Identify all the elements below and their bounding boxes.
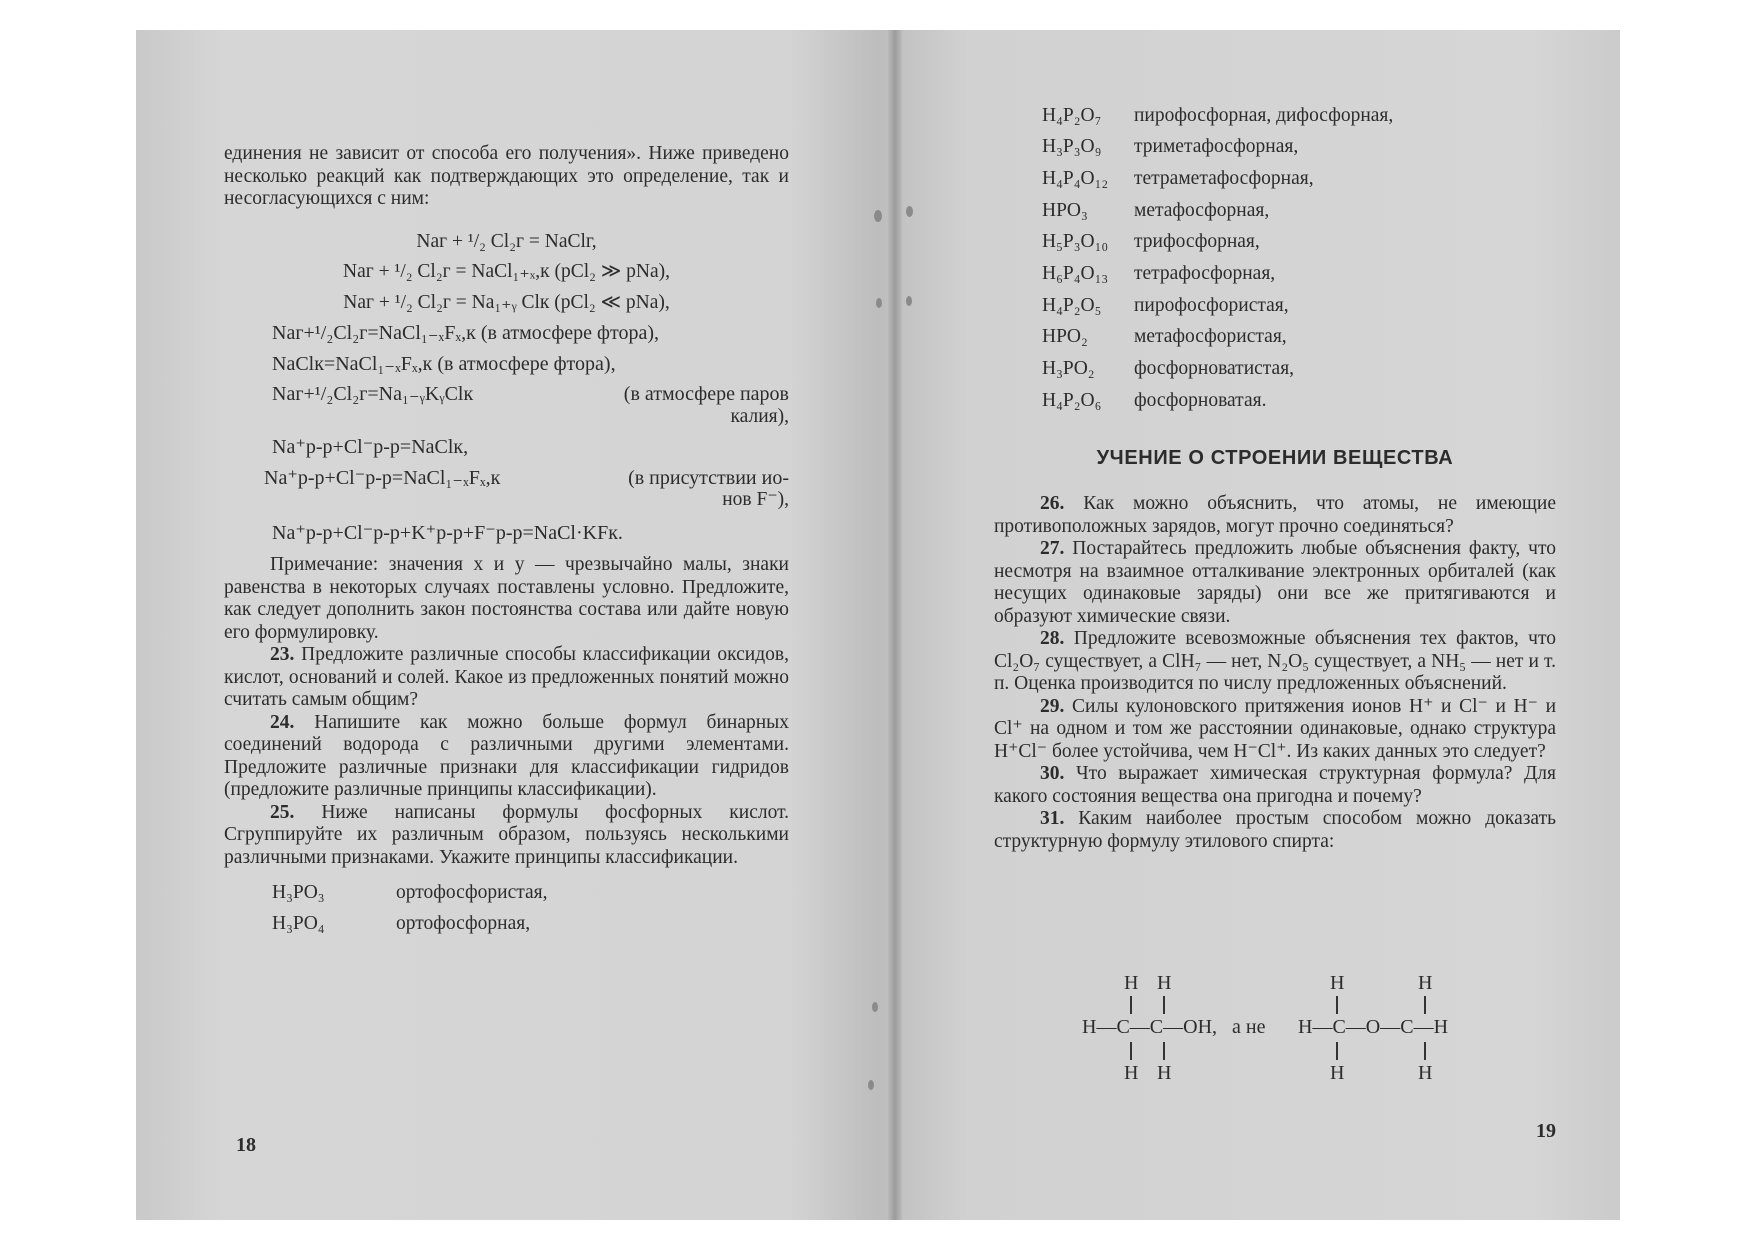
hydrogen-atom: H bbox=[1418, 972, 1433, 994]
left-page bbox=[224, 143, 789, 940]
list-item bbox=[224, 877, 789, 909]
acid-formula: HPO₃ bbox=[1042, 199, 1088, 221]
question-25 bbox=[224, 802, 789, 870]
hydrogen-atom: H bbox=[1124, 972, 1139, 994]
question-number: 26. bbox=[1040, 493, 1065, 515]
acid-formula: H₃PO₄ bbox=[272, 913, 325, 935]
hydrogen-atom: H bbox=[1330, 972, 1345, 994]
binding-hole bbox=[872, 1002, 878, 1012]
hydrogen-atom: H bbox=[1124, 1062, 1139, 1084]
hydrogen-atom: H bbox=[1157, 1062, 1172, 1084]
question-number: 28. bbox=[1040, 628, 1065, 650]
question-31 bbox=[994, 808, 1556, 853]
acid-name: фосфорноватистая, bbox=[1134, 358, 1295, 380]
equation-6-note: (в атмосфере паров bbox=[623, 383, 789, 405]
ether-formula: H—C—O—C—H bbox=[1298, 1016, 1449, 1038]
question-29 bbox=[994, 696, 1556, 764]
list-item bbox=[224, 909, 789, 941]
question-number: 24. bbox=[270, 711, 295, 733]
question-text: Ниже написаны формулы фосфорных кислот. Сгруппируйте их различным образом, пользуясь несколькими различными признаками. Укажите принципы классификации. bbox=[224, 801, 790, 868]
question-text: Напишите как можно больше формул бинарных соединений водорода с различными другими элементами. Предложите различные признаки для классификации гидридов (предложите различные принципы классификации). bbox=[224, 711, 790, 800]
acid-list-right bbox=[1042, 100, 1556, 417]
acid-formula: H₄P₂O₅ bbox=[1042, 294, 1102, 316]
acid-name: пирофосфористая, bbox=[1134, 294, 1289, 316]
question-text: Предложите различные способы классификации оксидов, кислот, оснований и солей. Какое из предложенных понятий можно считать самым общим? bbox=[224, 644, 789, 710]
bond-line bbox=[1130, 1042, 1132, 1060]
acid-name: ортофосфористая, bbox=[396, 881, 548, 903]
question-30 bbox=[994, 763, 1556, 808]
question-text: Что выражает химическая структурная формула? Для какого состояния вещества она пригодна и почему? bbox=[994, 763, 1556, 807]
question-26 bbox=[994, 493, 1556, 538]
acid-list-left bbox=[224, 877, 789, 940]
equation-6-cont: калия), bbox=[730, 405, 789, 427]
ethanol-formula: H—C—C—OH, bbox=[1082, 1016, 1218, 1038]
question-28 bbox=[994, 628, 1556, 696]
bond-line bbox=[1163, 1042, 1165, 1060]
acid-name: тетраметафосфорная, bbox=[1134, 167, 1314, 189]
acid-name: тетрафосфорная, bbox=[1134, 263, 1276, 285]
equation-7: Na⁺р-р+Cl⁻р-р=NaClк, bbox=[272, 436, 469, 458]
acid-name: трифосфорная, bbox=[1134, 231, 1260, 253]
question-27 bbox=[994, 538, 1556, 628]
acid-formula: H₅P₃O₁₀ bbox=[1042, 231, 1109, 253]
question-number: 29. bbox=[1040, 695, 1065, 717]
list-item bbox=[1042, 258, 1556, 290]
acid-formula: H₄P₂O₆ bbox=[1042, 389, 1102, 411]
equation-8 bbox=[224, 467, 789, 490]
list-item bbox=[1042, 100, 1556, 132]
equation-8-formula: Na⁺р-р+Cl⁻р-р=NaCl₁₋ₓFₓ,к bbox=[264, 466, 501, 489]
question-number: 27. bbox=[1040, 538, 1065, 560]
bond-line bbox=[1130, 996, 1132, 1014]
list-item bbox=[1042, 354, 1556, 386]
list-item bbox=[1042, 385, 1556, 417]
acid-formula: H₃PO₃ bbox=[272, 881, 325, 903]
hydrogen-atom: H bbox=[1418, 1062, 1433, 1084]
acid-formula: H₄P₂O₇ bbox=[1042, 104, 1102, 126]
list-item bbox=[1042, 227, 1556, 259]
acid-formula: H₆P₄O₁₃ bbox=[1042, 263, 1109, 285]
list-item bbox=[1042, 290, 1556, 322]
hydrogen-atom: H bbox=[1157, 972, 1172, 994]
bond-line bbox=[1424, 996, 1426, 1014]
right-page bbox=[994, 100, 1556, 853]
binding-hole bbox=[906, 206, 913, 217]
list-item bbox=[1042, 163, 1556, 195]
binding-hole bbox=[874, 210, 882, 222]
list-item bbox=[1042, 195, 1556, 227]
bond-line bbox=[1336, 996, 1338, 1014]
bond-line bbox=[1424, 1042, 1426, 1060]
list-item bbox=[1042, 132, 1556, 164]
structure-conjunction: а не bbox=[1232, 1016, 1266, 1038]
binding-hole bbox=[868, 1080, 874, 1090]
list-item bbox=[1042, 322, 1556, 354]
acid-formula: H₃PO₂ bbox=[1042, 358, 1095, 380]
acid-name: триметафосфорная, bbox=[1134, 136, 1299, 158]
question-text: Как можно объяснить, что атомы, не имеющие противоположных зарядов, могут прочно соединяться? bbox=[994, 493, 1557, 537]
page-number-right: 19 bbox=[1536, 1120, 1556, 1142]
acid-name: пирофосфорная, дифосфорная, bbox=[1134, 104, 1394, 126]
question-text: Силы кулоновского притяжения ионов H⁺ и Cl⁻ и H⁻ и Cl⁺ на одном и том же расстоянии одинаковые, однако структура H⁺Cl⁻ более устойчива, чем H⁻Cl⁺. Из каких данных это следует? bbox=[994, 695, 1557, 762]
acid-name: фосфорноватая. bbox=[1134, 389, 1267, 411]
acid-name: ортофосфорная, bbox=[396, 913, 531, 935]
bond-line bbox=[1336, 1042, 1338, 1060]
equation-6-formula: Naг+¹/₂Cl₂г=Na₁₋ᵧKᵧClк bbox=[272, 383, 474, 405]
bond-line bbox=[1163, 996, 1165, 1014]
binding-hole bbox=[906, 296, 912, 306]
question-number: 25. bbox=[270, 801, 295, 823]
note-paragraph: Примечание: значения x и y — чрезвычайно малы, знаки равенства в некоторых случаях поставлены условно. Предложите, как следует дополнить закон постоянства состава или дайте новую его формулировку. bbox=[224, 554, 789, 643]
acid-formula: HPO₂ bbox=[1042, 326, 1088, 348]
equation-9: Na⁺р-р+Cl⁻р-р+K⁺р-р+F⁻р-р=NaCl·KFк. bbox=[272, 521, 623, 544]
equation-1: Naг + ¹/₂ Cl₂г = NaClг, bbox=[416, 230, 597, 252]
page-number-left: 18 bbox=[236, 1134, 256, 1156]
book-gutter bbox=[888, 30, 902, 1220]
question-text: Постарайтесь предложить любые объяснения факту, что несмотря на взаимное отталкивание электронных орбиталей (как несущих одинаковые заряды) они все же притягиваются и образуют химические связи. bbox=[994, 538, 1556, 627]
structural-formulas bbox=[1082, 972, 1482, 1092]
equation-6 bbox=[224, 383, 789, 406]
acid-name: метафосфорная, bbox=[1134, 199, 1270, 221]
intro-paragraph: единения не зависит от способа его получения». Ниже приведено несколько реакций как подтверждающих это определение, так и несогласующихся с ним: bbox=[224, 143, 789, 209]
question-text: Предложите всевозможные объяснения тех фактов, что Cl₂O₇ существует, а ClH₇ — нет, N₂O₅ существует, а NH₅ — нет и т. п. Оценка производится по числу предложенных объяснений. bbox=[994, 628, 1556, 695]
equation-8-cont: нов F⁻), bbox=[722, 489, 789, 510]
question-23 bbox=[224, 644, 789, 712]
hydrogen-atom: H bbox=[1330, 1062, 1345, 1084]
question-24 bbox=[224, 712, 789, 802]
question-number: 23. bbox=[270, 644, 295, 665]
equation-2: Naг + ¹/₂ Cl₂г = NaCl₁₊ₓ,к (pCl₂ ≫ pNa), bbox=[342, 261, 670, 282]
binding-hole bbox=[876, 298, 882, 308]
question-text: Каким наиболее простым способом можно доказать структурную формулу этилового спирта: bbox=[994, 808, 1556, 852]
equation-8-note: (в присутствии ио- bbox=[628, 466, 789, 489]
equation-5: NaClк=NaCl₁₋ₓFₓ,к (в атмосфере фтора), bbox=[272, 352, 616, 375]
question-number: 31. bbox=[1040, 808, 1065, 830]
acid-formula: H₃P₃O₉ bbox=[1042, 136, 1102, 158]
equation-4: Naг+¹/₂Cl₂г=NaCl₁₋ₓFₓ,к (в атмосфере фтора), bbox=[272, 322, 660, 344]
question-number: 30. bbox=[1040, 763, 1065, 785]
equation-3: Naг + ¹/₂ Cl₂г = Na₁₊ᵧ Clк (pCl₂ ≪ pNa), bbox=[343, 291, 670, 313]
section-heading: УЧЕНИЕ О СТРОЕНИИ ВЕЩЕСТВА bbox=[1096, 446, 1454, 469]
acid-name: метафосфористая, bbox=[1134, 326, 1287, 348]
acid-formula: H₄P₄O₁₂ bbox=[1042, 167, 1109, 189]
